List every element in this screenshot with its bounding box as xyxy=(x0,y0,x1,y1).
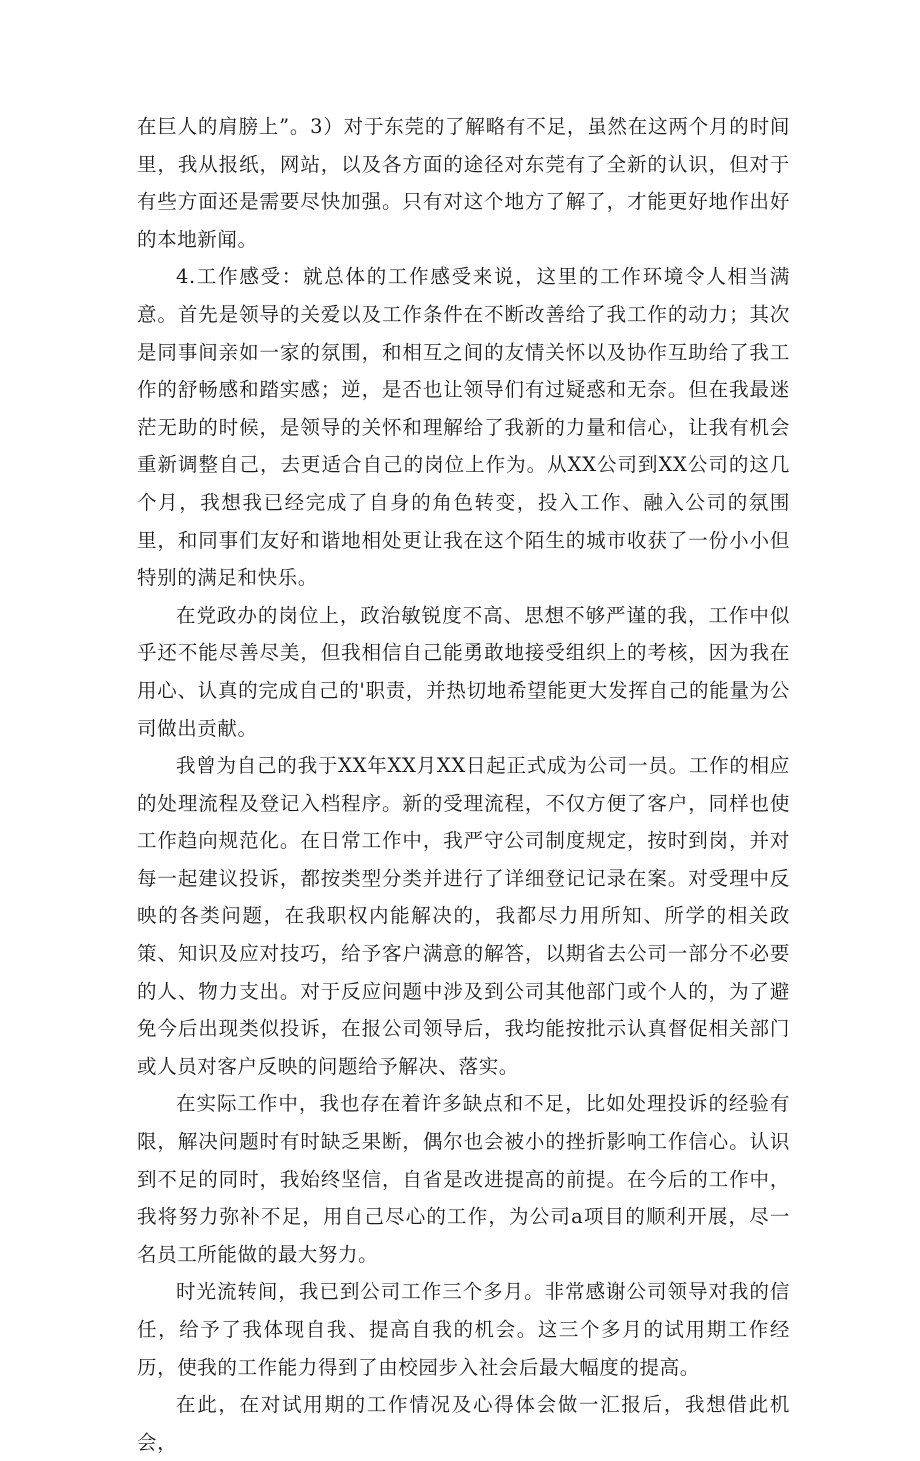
document-body xyxy=(137,108,790,1461)
paragraph-closing: 在此，在对试用期的工作情况及心得体会做一汇报后，我想借此机会， xyxy=(137,1393,790,1454)
paragraph-three-months: 时光流转间，我已到公司工作三个多月。非常感谢公司领导对我的信任，给予了我体现自我、提高自我的机会。这三个多月的试用期工作经历，使我的工作能力得到了由校园步入社会后最大幅度的提高。 xyxy=(137,1280,790,1379)
paragraph-shortcomings: 在实际工作中，我也存在着许多缺点和不足，比如处理投诉的经验有限，解决问题时有时缺乏果断，偶尔也会被小的挫折影响工作信心。认识到不足的同时，我始终坚信，自省是改进提高的前提。在今后的工作中，我将努力弥补不足，用自己尽心的工作，为公司a项目的顺利开展，尽一名员工所能做的最大努力。 xyxy=(137,1092,790,1266)
paragraph-party-office: 在党政办的岗位上，政治敏锐度不高、思想不够严谨的我，工作中似乎还不能尽善尽美，但我相信自己能勇敢地接受组织上的考核，因为我在用心、认真的完成自己的'职责，并热切地希望能更大发挥自己的能量为公司做出贡献。 xyxy=(137,603,790,740)
paragraph-joining-company: 我曾为自己的我于XX年XX月XX日起正式成为公司一员。工作的相应的处理流程及登记入档程序。新的受理流程，不仅方便了客户，同样也使工作趋向规范化。在日常工作中，我严守公司制度规定，按时到岗，并对每一起建议投诉，都按类型分类并进行了详细登记记录在案。对受理中反映的各类问题，在我职权内能解决的，我都尽力用所知、所学的相关政策、知识及应对技巧，给予客户满意的解答，以期省去公司一部分不必要的人、物力支出。对于反应问题中涉及到公司其他部门或个人的，为了避免今后出现类似投诉，在报公司领导后，我均能按批示认真督促相关部门或人员对客户反映的问题给予解决、落实。 xyxy=(137,754,790,1078)
paragraph-continuation: 在巨人的肩膀上”。3）对于东莞的了解略有不足，虽然在这两个月的时间里，我从报纸，网站，以及各方面的途径对东莞有了全新的认识，但对于有些方面还是需要尽快加强。只有对这个地方了解了，才能更好地作出好的本地新闻。 xyxy=(137,115,790,251)
paragraph-work-feelings: 4.工作感受：就总体的工作感受来说，这里的工作环境令人相当满意。首先是领导的关爱以及工作条件在不断改善给了我工作的动力；其次是同事间亲如一家的氛围，和相互之间的友情关怀以及协作互助给了我工作的舒畅感和踏实感；逆，是否也让领导们有过疑惑和无奈。但在我最迷茫无助的时候，是领导的关怀和理解给了我新的力量和信心，让我有机会重新调整自己，去更适合自己的岗位上作为。从XX公司到XX公司的这几个月，我想我已经完成了自身的角色转变，投入工作、融入公司的氛围里，和同事们友好和谐地相处更让我在这个陌生的城市收获了一份小小但特别的满足和快乐。 xyxy=(137,265,790,590)
